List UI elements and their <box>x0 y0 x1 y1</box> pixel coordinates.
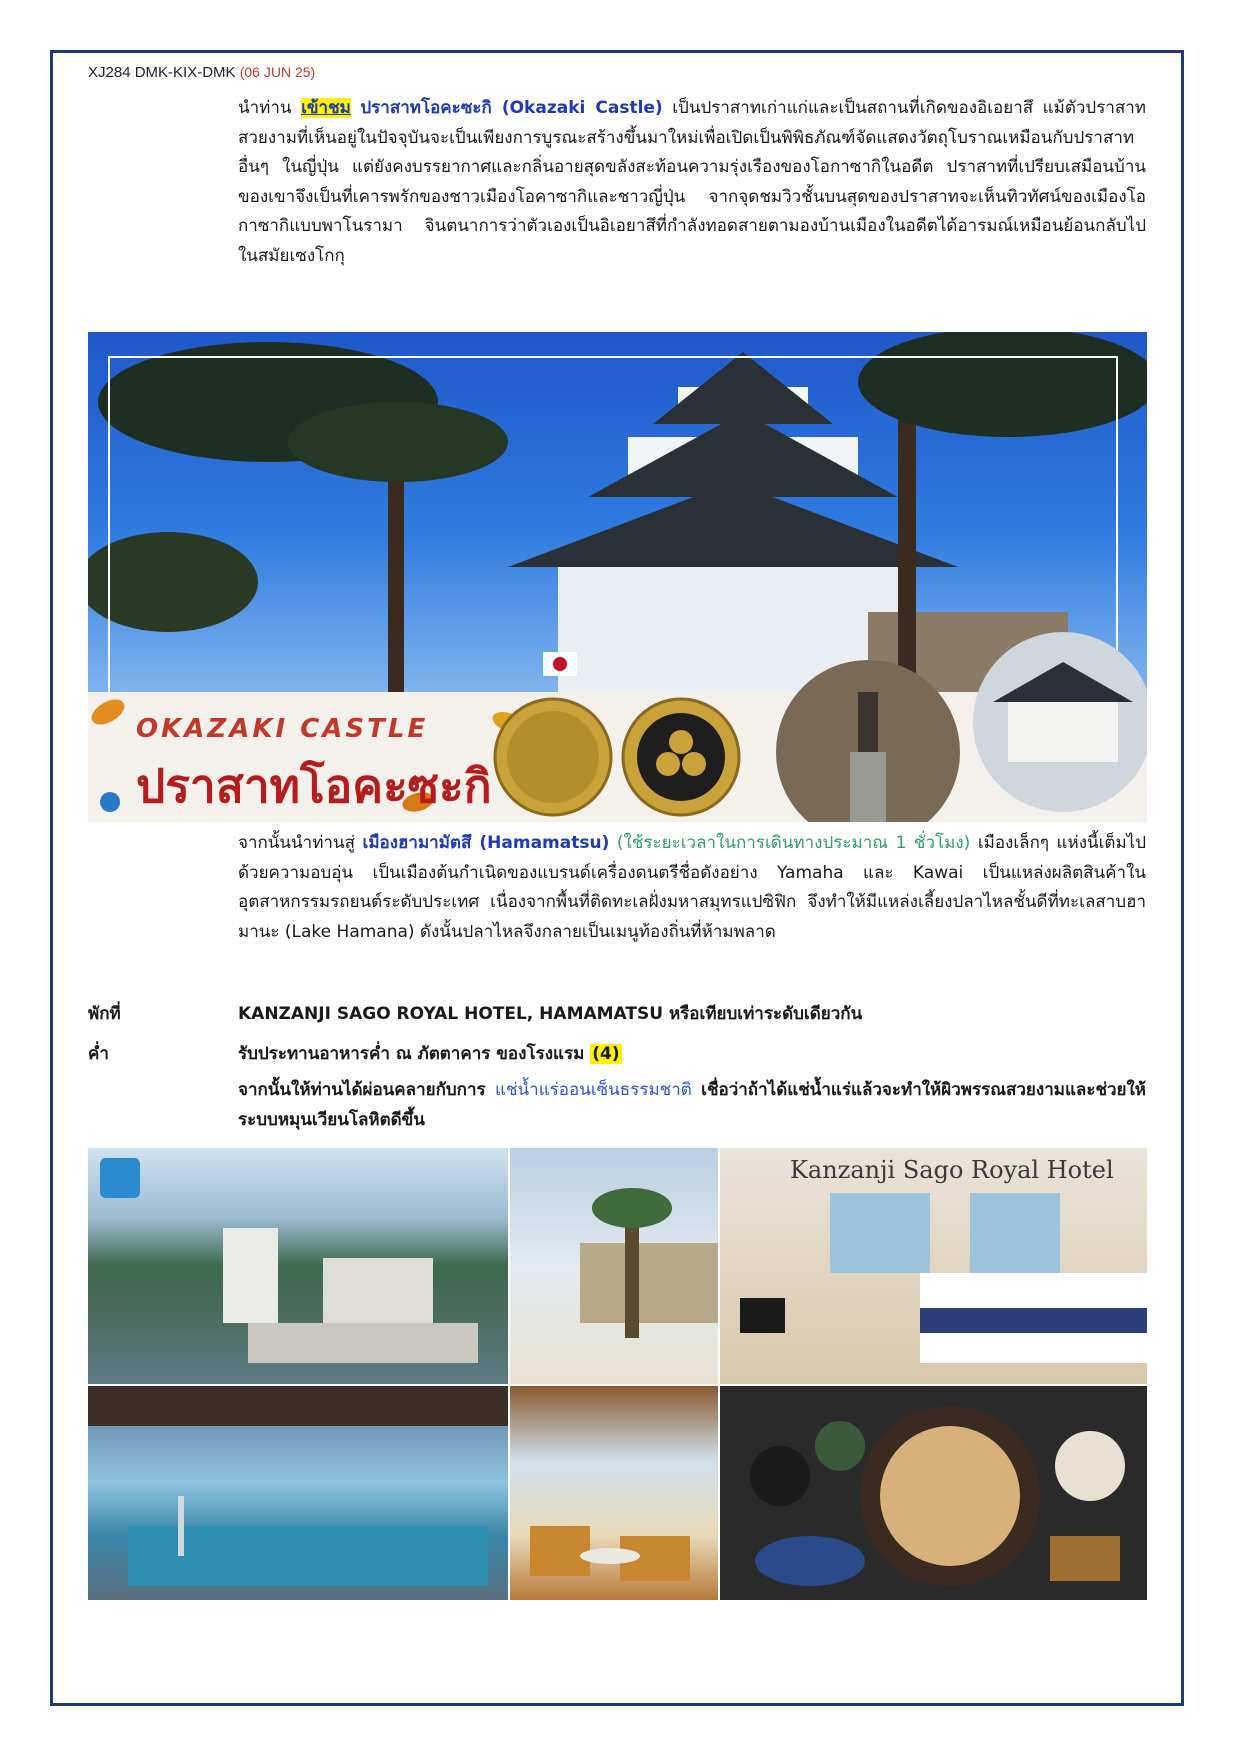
okazaki-place: ปราสาทโอคะซะกิ (Okazaki Castle) <box>360 98 663 118</box>
hamamatsu-body: เมืองเล็กๆ แห่งนี้เต็มไปด้วยความอบอุ่น เป็นเมืองต้นกำเนิดของแบรนด์เครื่องดนตรีชื่อดังอย่าง Yamaha และ Kawai เป็นแหล่งผลิตสินค้าในอุตสาหกรรมรถยนต์ระดับประเทศ เนื่องจากพื้นที่ติดทะเลฝั่งมหาสมุทรแปซิฟิก จึงทำให้มีแหล่งเลี้ยงปลาไหลชั้นดีที่ทะเลสาบฮามานะ (Lake Hamana) ดังนั้นปลาไหลจึงกลายเป็นเมนูท้องถิ่นที่ห้ามพลาด <box>238 833 1147 942</box>
gold-coin-crest-face <box>637 713 725 801</box>
sashimi-plate <box>755 1536 865 1586</box>
hotel-annex <box>323 1258 433 1328</box>
accommodation-row <box>88 999 862 1029</box>
okazaki-lead: นำท่าน <box>238 98 292 118</box>
hotel-lounge-drawing <box>510 1386 718 1600</box>
dinner-row <box>88 1039 622 1069</box>
hotel-aerial-photo <box>88 1148 508 1384</box>
banner-decor <box>88 332 1147 822</box>
onsen-body: เชื่อว่าถ้าได้แช่น้ำแร่แล้วจะทำให้ผิวพรรณสวยงามและช่วยให้ระบบหมุนเวียนโลหิตดีขึ้น <box>238 1080 1146 1130</box>
accommodation-label: พักที่ <box>88 1004 121 1024</box>
banner-caption-th: ปราสาทโอคะซะกิ <box>136 759 492 813</box>
okazaki-paragraph <box>238 94 1146 271</box>
hotel-tower <box>223 1228 278 1323</box>
palm-fronds <box>592 1188 672 1228</box>
crest-leaf <box>682 752 706 776</box>
hotel-exterior-photo <box>510 1148 718 1384</box>
dessert-tray <box>1050 1536 1120 1581</box>
onsen-bath-drawing <box>88 1386 508 1600</box>
flight-code: XJ284 DMK-KIX-DMK <box>88 64 236 81</box>
hotel-dinner-drawing <box>720 1386 1147 1600</box>
autumn-leaf-icon <box>88 694 129 729</box>
side-bowl <box>815 1421 865 1471</box>
hotel-lounge-photo <box>510 1386 718 1600</box>
page-header <box>88 64 315 81</box>
travel-duration: (ใช้ระยะเวลาในการเดินทางประมาณ 1 ชั่วโมง) <box>616 833 971 853</box>
banner-caption-en: OKAZAKI CASTLE <box>136 714 429 744</box>
hotel-aerial-drawing <box>88 1148 508 1384</box>
hamamatsu-paragraph <box>238 829 1146 947</box>
onsen-bath-photo <box>88 1386 508 1600</box>
hotel-photo-collage <box>88 1148 1147 1600</box>
room-tv <box>740 1298 785 1333</box>
crest-leaf <box>669 730 693 754</box>
room-window <box>830 1193 930 1273</box>
hotel-exterior-drawing <box>510 1148 718 1384</box>
flight-date: (06 JUN 25) <box>239 64 316 80</box>
visit-highlight: เข้าชม <box>301 98 351 118</box>
okazaki-body: เป็นปราสาทเก่าแก่และเป็นสถานที่เกิดของอิเอยาสึ แม้ตัวปราสาทสวยงามที่เห็นอยู่ในปัจจุบันจะเป็นเพียงการบูรณะสร้างขึ้นมาใหม่เพื่อเปิดเป็นพิพิธภัณฑ์จัดแสดงวัตถุโบราณเหมือนกับปราสาทอื่นๆ ในญี่ปุ่น แต่ยังคงบรรยากาศและกลิ่นอายสุดขลังสะท้อนความรุ่งเรืองของโอกาซากิในอดีต ปราสาทที่เปรียบเสมือนบ้านของเขาจึงเป็นที่เคารพรักของชาวเมืองโอคาซากิและชาวญี่ปุ่น จากจุดชมวิวชั้นบนสุดของปราสาทจะเห็นทิวทัศน์ของเมืองโอกาซากิแบบพาโนรามา จินตนาการว่าตัวเองเป็นอิเอยาสึที่กำลังทอดสายตามองบ้านเมืองในอดีตได้อารมณ์เหมือนย้อนกลับไปในสมัยเซงโกกุ <box>238 98 1147 266</box>
travel-logo-icon <box>100 792 120 812</box>
hotel-room-photo <box>720 1148 1147 1384</box>
hotel-dinner-photo <box>720 1386 1147 1600</box>
hotel-pier <box>248 1323 478 1363</box>
bath-rail <box>178 1496 184 1556</box>
hotel-equivalent: หรือเทียบเท่าระดับเดียวกัน <box>663 1004 863 1024</box>
bath-ceiling <box>88 1386 508 1426</box>
statue-figure <box>858 692 878 752</box>
crest-leaf <box>656 752 680 776</box>
gold-coin-castle-face <box>507 711 599 803</box>
lounge-chair <box>530 1526 590 1576</box>
onsen-paragraph <box>238 1076 1146 1135</box>
dinner-label: ค่ำ <box>88 1044 109 1064</box>
soup-bowl <box>750 1446 810 1506</box>
onsen-lead: จากนั้นให้ท่านได้ผ่อนคลายกับการ <box>238 1080 486 1100</box>
statue-pedestal <box>850 752 886 822</box>
hot-pot-food <box>880 1426 1020 1566</box>
meal-code-badge: (4) <box>592 1044 620 1064</box>
hamamatsu-lead: จากนั้นนำท่านสู่ <box>238 833 355 853</box>
hamamatsu-place: เมืองฮามามัตสึ (Hamamatsu) <box>362 833 610 853</box>
gate-wall <box>1008 702 1118 762</box>
salad-plate <box>1055 1431 1125 1501</box>
japon-logo-icon <box>100 1158 140 1198</box>
dinner-text: รับประทานอาหารค่ำ ณ ภัตตาคาร ของโรงแรม <box>238 1044 585 1064</box>
hotel-name: KANZANJI SAGO ROYAL HOTEL, HAMAMATSU <box>238 1004 664 1024</box>
bed-runner <box>920 1308 1147 1333</box>
okazaki-castle-banner <box>88 332 1147 822</box>
lounge-table <box>580 1548 640 1564</box>
onsen-highlight: แช่น้ำแร่ออนเซ็นธรรมชาติ <box>495 1080 692 1100</box>
hotel-collage-label: Kanzanji Sago Royal Hotel <box>790 1156 1114 1184</box>
room-window <box>970 1193 1060 1273</box>
hotel-building <box>580 1243 718 1323</box>
